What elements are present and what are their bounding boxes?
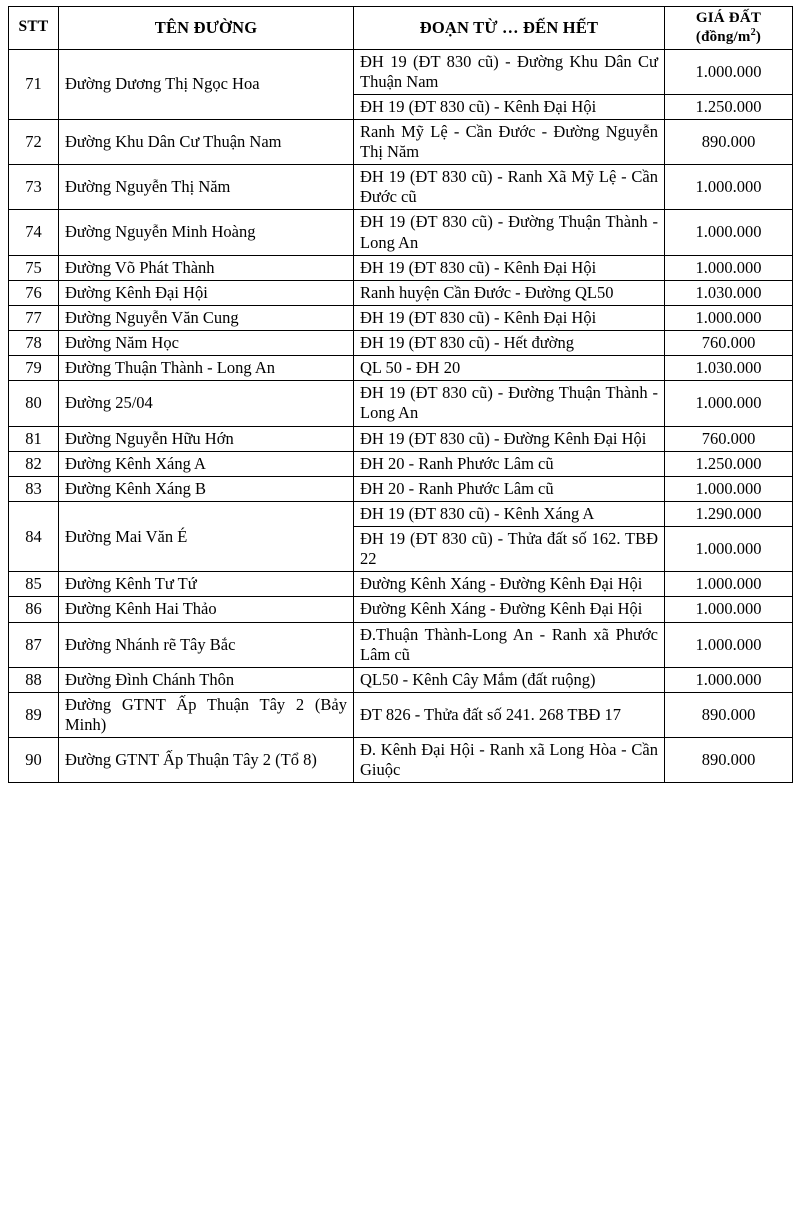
cell-price: 1.000.000 (665, 165, 793, 210)
cell-stt: 81 (9, 426, 59, 451)
cell-stt: 74 (9, 210, 59, 255)
cell-segment: Đ. Kênh Đại Hội - Ranh xã Long Hòa - Cần Giuộc (354, 738, 665, 783)
cell-stt: 88 (9, 667, 59, 692)
cell-road-name: Đường Khu Dân Cư Thuận Nam (59, 119, 354, 164)
table-row (9, 501, 793, 526)
cell-road-name: Đường Võ Phát Thành (59, 255, 354, 280)
table-row (9, 210, 793, 255)
cell-price: 1.000.000 (665, 49, 793, 94)
table-row (9, 356, 793, 381)
cell-stt: 80 (9, 381, 59, 426)
cell-price: 1.000.000 (665, 305, 793, 330)
cell-segment: ĐH 19 (ĐT 830 cũ) - Đường Thuận Thành - Long An (354, 381, 665, 426)
cell-segment: QL 50 - ĐH 20 (354, 356, 665, 381)
cell-price: 890.000 (665, 738, 793, 783)
cell-price: 760.000 (665, 331, 793, 356)
cell-price: 1.250.000 (665, 451, 793, 476)
cell-segment: ĐH 19 (ĐT 830 cũ) - Kênh Đại Hội (354, 305, 665, 330)
table-row (9, 165, 793, 210)
cell-segment: ĐH 19 (ĐT 830 cũ) - Kênh Đại Hội (354, 255, 665, 280)
cell-stt: 84 (9, 501, 59, 571)
table-row (9, 49, 793, 94)
table-row (9, 426, 793, 451)
cell-stt: 75 (9, 255, 59, 280)
cell-segment: ĐH 20 - Ranh Phước Lâm cũ (354, 451, 665, 476)
cell-road-name: Đường Năm Học (59, 331, 354, 356)
column-header-stt: STT (9, 7, 59, 50)
cell-segment: Ranh huyện Cần Đước - Đường QL50 (354, 280, 665, 305)
cell-road-name: Đường 25/04 (59, 381, 354, 426)
table-row (9, 255, 793, 280)
cell-stt: 76 (9, 280, 59, 305)
cell-segment: Đường Kênh Xáng - Đường Kênh Đại Hội (354, 572, 665, 597)
cell-price: 1.000.000 (665, 622, 793, 667)
price-header-unit: $(đồng/m^2)$ (695, 26, 762, 45)
land-price-table (8, 6, 793, 783)
cell-stt: 73 (9, 165, 59, 210)
table-row (9, 667, 793, 692)
table-row (9, 331, 793, 356)
table-row (9, 572, 793, 597)
cell-price: 1.000.000 (665, 476, 793, 501)
cell-stt: 89 (9, 692, 59, 737)
cell-road-name: Đường Nguyễn Minh Hoàng (59, 210, 354, 255)
column-header-road-name: TÊN ĐƯỜNG (59, 7, 354, 50)
cell-road-name: Đường Kênh Tư Tứ (59, 572, 354, 597)
cell-stt: 78 (9, 331, 59, 356)
table-row (9, 622, 793, 667)
cell-price: 1.290.000 (665, 501, 793, 526)
table-header (9, 7, 793, 50)
cell-road-name: Đường Đình Chánh Thôn (59, 667, 354, 692)
cell-price: 1.250.000 (665, 94, 793, 119)
table-row (9, 692, 793, 737)
table-row (9, 738, 793, 783)
cell-stt: 90 (9, 738, 59, 783)
cell-stt: 79 (9, 356, 59, 381)
cell-stt: 83 (9, 476, 59, 501)
column-header-price (665, 7, 793, 50)
cell-stt: 71 (9, 49, 59, 119)
cell-road-name: Đường Kênh Xáng A (59, 451, 354, 476)
cell-road-name: Đường Nguyễn Thị Năm (59, 165, 354, 210)
cell-segment: ĐH 19 (ĐT 830 cũ) - Đường Khu Dân Cư Thuận Nam (354, 49, 665, 94)
cell-price: 1.000.000 (665, 667, 793, 692)
cell-segment: ĐH 19 (ĐT 830 cũ) - Đường Thuận Thành - Long An (354, 210, 665, 255)
cell-stt: 87 (9, 622, 59, 667)
table-row (9, 305, 793, 330)
cell-price: 1.000.000 (665, 572, 793, 597)
table-row (9, 476, 793, 501)
cell-price: 1.000.000 (665, 210, 793, 255)
table-row (9, 381, 793, 426)
table-row (9, 451, 793, 476)
cell-segment: ĐT 826 - Thửa đất số 241. 268 TBĐ 17 (354, 692, 665, 737)
cell-road-name: Đường GTNT Ấp Thuận Tây 2 (Tổ 8) (59, 738, 354, 783)
cell-segment: Ranh Mỹ Lệ - Cần Đước - Đường Nguyễn Thị Năm (354, 119, 665, 164)
cell-road-name: Đường Mai Văn É (59, 501, 354, 571)
cell-road-name: Đường Kênh Hai Thảo (59, 597, 354, 622)
cell-segment: ĐH 19 (ĐT 830 cũ) - Đường Kênh Đại Hội (354, 426, 665, 451)
cell-road-name: Đường Thuận Thành - Long An (59, 356, 354, 381)
cell-segment: ĐH 19 (ĐT 830 cũ) - Kênh Đại Hội (354, 94, 665, 119)
table-body (9, 49, 793, 783)
cell-segment: Đường Kênh Xáng - Đường Kênh Đại Hội (354, 597, 665, 622)
cell-price: 760.000 (665, 426, 793, 451)
price-header-main: GIÁ ĐẤT (695, 10, 762, 26)
cell-segment: ĐH 20 - Ranh Phước Lâm cũ (354, 476, 665, 501)
cell-segment: ĐH 19 (ĐT 830 cũ) - Kênh Xáng A (354, 501, 665, 526)
cell-road-name: Đường Nhánh rẽ Tây Bắc (59, 622, 354, 667)
cell-stt: 86 (9, 597, 59, 622)
cell-price: 1.000.000 (665, 527, 793, 572)
cell-segment: Đ.Thuận Thành-Long An - Ranh xã Phước Lâm cũ (354, 622, 665, 667)
cell-segment: ĐH 19 (ĐT 830 cũ) - Thửa đất số 162. TBĐ 22 (354, 527, 665, 572)
cell-road-name: Đường GTNT Ấp Thuận Tây 2 (Bảy Minh) (59, 692, 354, 737)
cell-price: 1.030.000 (665, 356, 793, 381)
table-row (9, 280, 793, 305)
cell-segment: ĐH 19 (ĐT 830 cũ) - Hết đường (354, 331, 665, 356)
cell-stt: 77 (9, 305, 59, 330)
cell-price: 890.000 (665, 119, 793, 164)
cell-road-name: Đường Nguyễn Hữu Hớn (59, 426, 354, 451)
cell-price: 1.000.000 (665, 255, 793, 280)
cell-road-name: Đường Kênh Đại Hội (59, 280, 354, 305)
cell-stt: 85 (9, 572, 59, 597)
cell-road-name: Đường Nguyễn Văn Cung (59, 305, 354, 330)
cell-road-name: Đường Kênh Xáng B (59, 476, 354, 501)
cell-price: 1.000.000 (665, 597, 793, 622)
cell-stt: 82 (9, 451, 59, 476)
cell-price: 890.000 (665, 692, 793, 737)
table-header-row (9, 7, 793, 50)
cell-segment: QL50 - Kênh Cây Mắm (đất ruộng) (354, 667, 665, 692)
cell-stt: 72 (9, 119, 59, 164)
column-header-segment: ĐOẠN TỪ … ĐẾN HẾT (354, 7, 665, 50)
cell-price: 1.030.000 (665, 280, 793, 305)
table-row (9, 597, 793, 622)
cell-price: 1.000.000 (665, 381, 793, 426)
cell-road-name: Đường Dương Thị Ngọc Hoa (59, 49, 354, 119)
table-row (9, 119, 793, 164)
cell-segment: ĐH 19 (ĐT 830 cũ) - Ranh Xã Mỹ Lệ - Cần Đước cũ (354, 165, 665, 210)
